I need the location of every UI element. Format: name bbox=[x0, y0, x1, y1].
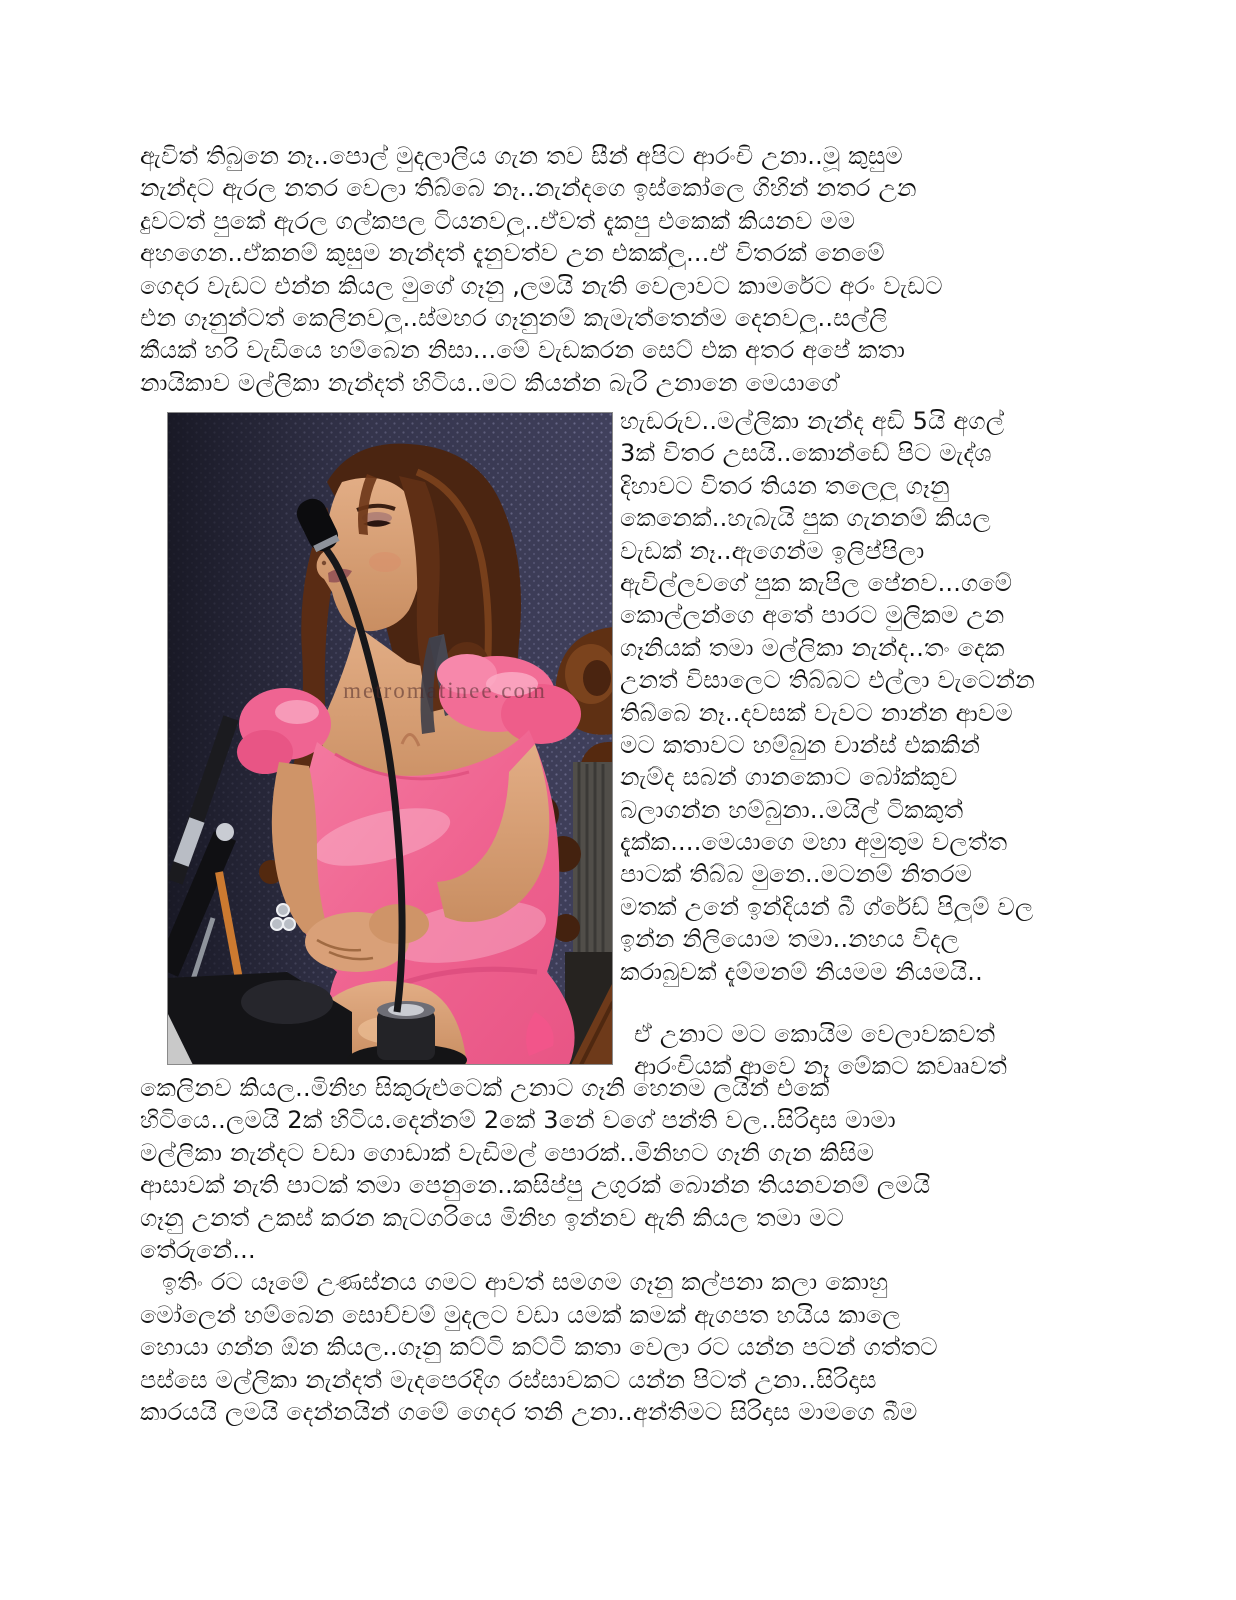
paragraph-gap bbox=[620, 988, 1100, 1018]
text-line: ඇවිත් තිබුනෙ නෑ..පොල් මුදලාලිය ගැන තව සීන් අපිට ආරංචි උනා..මූ කුසුම bbox=[140, 142, 903, 170]
text-line: පාටක් තිබ්බ මුනෙ..මටනම් නිතරම bbox=[620, 860, 973, 889]
text-line: තිබ්බෙ නෑ..දවසක් වැවට නාන්න ආවම bbox=[620, 698, 1013, 727]
text-line: කීයක් හරි වැඩියෙ හම්බෙන නිසා...මේ වැඩකරන සෙට් එක අතර අපේ කතා bbox=[140, 336, 906, 365]
text-line: ගෑනු උනත් උකස් කරන කැටගරියෙ මිනිහ ඉන්නව ඇති කියල තමා මට bbox=[140, 1203, 844, 1232]
text-line: එන ගෑනුන්ටත් කෙලිනවලු..ස්මහර ගෑනුනම් කැමැත්තෙන්ම දෙනවලු..සල්ලි bbox=[140, 303, 888, 332]
text-line: හොයා ගන්න ඕන කියල..ගෑනු කට්ටි කට්ටි කතා වෙලා රට යන්න පටන් ගත්තට bbox=[140, 1333, 938, 1362]
text-line: 3ක් විතර උසයි..කොන්ඩේ පිට මැද්ශ bbox=[620, 439, 992, 468]
text-line: ආසාවක් නැති පාටක් තමා පෙනුනෙ..කසිප්පු උගුරක් බොන්න තියනවනම් ලමයි bbox=[140, 1171, 931, 1200]
text-line: මට කතාවට හම්බුන චාන්ස් එකකින් bbox=[620, 730, 981, 759]
photo-watermark: metromatinee.com bbox=[343, 678, 547, 703]
text-line: අහගෙන..ඒකනම් කුසුම නැන්දත් දැනුවත්ව උන එකක්ලු...ඒ විතරක් නෙමේ bbox=[140, 239, 885, 268]
text-line: ඉතිං රට යෑමේ උණස්නය ගමට ආවත් සමගම ගෑනු කල්පනා කලා කොහු bbox=[162, 1268, 889, 1297]
text-line: නැම්ද සබන් ගානකොට බෝක්කුව bbox=[620, 763, 958, 792]
text-line: දැක්ක....මෙයාගෙ මහා අමුතුම වලත්ත bbox=[620, 828, 1008, 857]
text-line: හැඩරුව..මල්ලිකා නැන්ද අඩි 5යි අගල් bbox=[620, 407, 1005, 435]
text-line: නායිකාව මල්ලිකා නැන්දත් හිටිය..මට කියන්න බැරි උනානෙ මෙයාගේ bbox=[140, 368, 839, 397]
text-line: ඉන්න නිලියොම තමා..නහය විදල bbox=[620, 925, 960, 954]
text-line: නැන්දට ඇරල නතර වෙලා තිබ්බෙ නෑ..නැන්දගෙ ඉස්කෝලෙ ගිහින් නතර උන bbox=[140, 174, 917, 203]
text-line: මෝලෙන් හම්බෙන සොච්චම් මුදලට වඩා යමක් කමක් ඇගපත හයිය කාලෙ bbox=[140, 1300, 901, 1329]
text-line: කරාබුවක් දැම්මනම් නියමම නියමයි.. bbox=[620, 957, 983, 986]
text-line: කෙනෙක්..හැබැයි පුක ගැනනම් කියල bbox=[620, 504, 991, 533]
text-line: දුවටත් පුකේ ඇරල ගල්කපල ටියනවලු..ඒවත් දැකපු එකෙක් කියනව මම bbox=[140, 206, 856, 235]
wrap-paragraph bbox=[620, 405, 1100, 1083]
text-line: පස්සෙ මල්ලිකා නැන්දත් මැදපෙරදිග රස්සාවකට යන්න පිටත් උනා..සිරිදාස bbox=[140, 1365, 877, 1394]
text-line: වැඩක් නෑ..ඇගෙන්ම ඉලිප්පිලා bbox=[620, 536, 925, 565]
outro-paragraph bbox=[140, 1072, 1098, 1428]
text-line: කෙලිනව කියල..මිනිහ සිකුරුළුටෙක් උනාට ගෑනි හෙනම ලයින් එකේ bbox=[140, 1074, 830, 1102]
text-line: ඒ උනාට මට කොයිම වෙලාවකවත් bbox=[634, 1020, 996, 1049]
intro-paragraph bbox=[140, 140, 1094, 399]
text-line: බලාගන්න හම්බුනා..මයිල් ටිකකුත් bbox=[620, 795, 964, 824]
text-line: කොල්ලන්ගෙ අතේ පාරට මුලිකම උන bbox=[620, 601, 1005, 630]
text-line: දිහාවට විතර තියන තලෙලු ගෑනු bbox=[620, 471, 950, 500]
text-line: තේරුනේ... bbox=[140, 1235, 256, 1264]
text-line: හිටියෙ..ලමයි 2ක් හිටිය.දෙන්නම් 2කේ 3නේ වගේ පන්ති වල..සිරිදාස මාමා bbox=[140, 1106, 896, 1135]
text-line: උනත් විසාලෙට තිබ්බට එල්ලා වැටෙන්න bbox=[620, 666, 1035, 695]
article-photo bbox=[167, 412, 613, 1065]
text-line: මතක් උනේ ඉන්දියන් බී ග්රේඩ් පිලුම් වල bbox=[620, 892, 1034, 921]
text-line: කාරයයි ලමයි දෙන්නයින් ගමේ ගෙදර තනි උනා..අන්තිමට සිරිදාස මාමගෙ බීම bbox=[140, 1397, 918, 1426]
text-line: ඇවිල්ලවගේ පුක කැපිල පේනව...ගමේ bbox=[620, 568, 1013, 597]
text-line: ගෙදර වැඩට එන්න කියල මුගේ ගෑනු ,ලමයි නැති වෙලාවට කාමරේට අරං වැඩට bbox=[140, 271, 943, 300]
text-line: ආරංචියක් ආවෙ නෑ මේකට කවෲවත් bbox=[634, 1052, 1008, 1081]
text-line: මල්ලිකා නැන්දට වඩා ගොඩාක් වැඩිමල් පොරක්..මිනිහට ගෑනි ගැන කිසිම bbox=[140, 1138, 875, 1167]
text-line: ගෑනියක් තමා මල්ලිකා නැන්ද..තං දෙක bbox=[620, 633, 1005, 662]
